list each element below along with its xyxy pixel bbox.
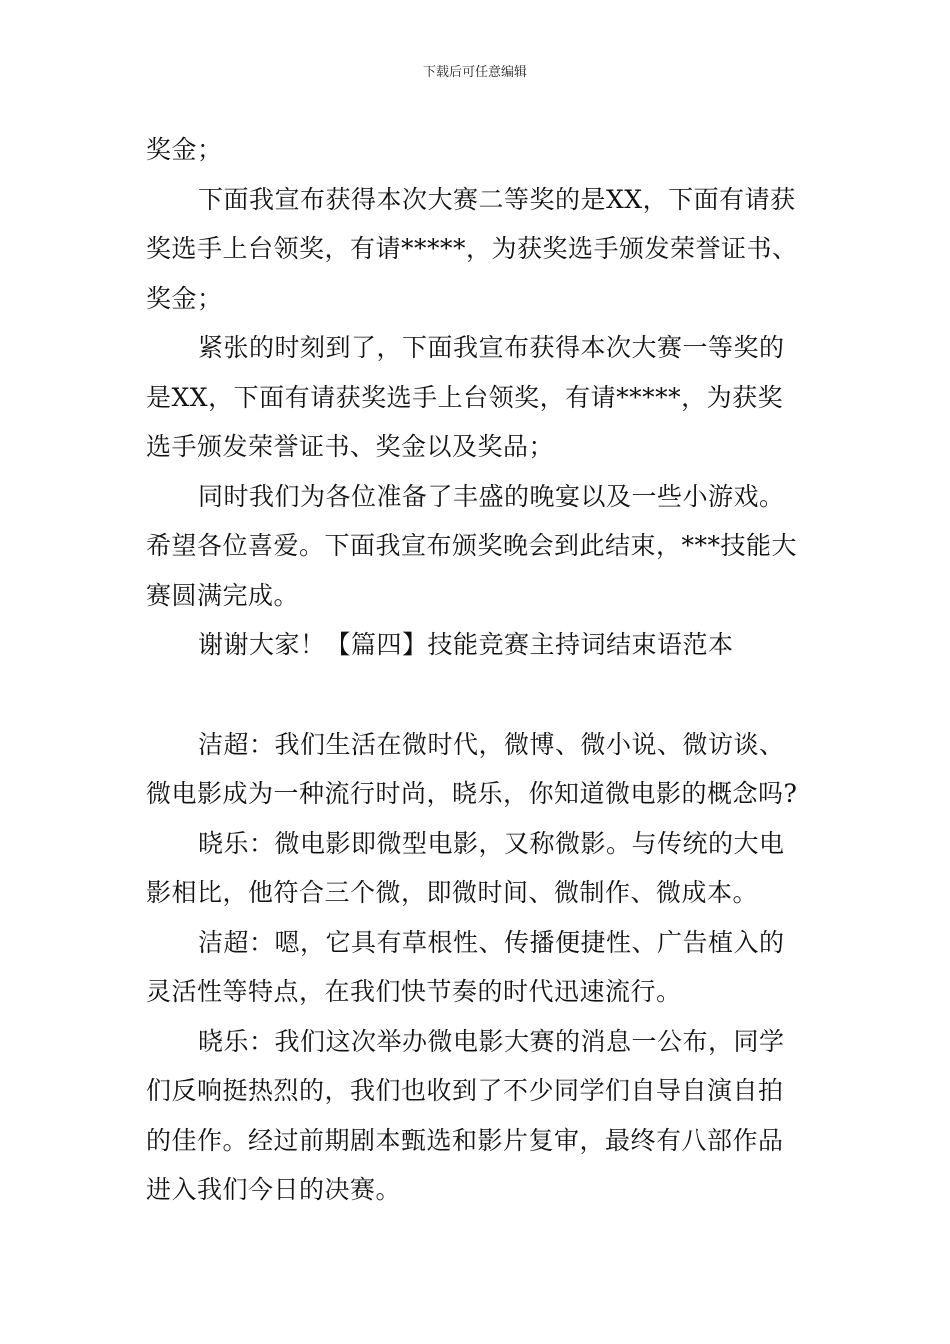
paragraph-1: 奖金； (146, 135, 223, 164)
section-heading-line: 谢谢大家！【篇四】技能竞赛主持词结束语范本 (198, 630, 734, 659)
paragraph-3: 紧张的时刻到了，下面我宣布获得本次大赛一等奖的是XX，下面有请获奖选手上台领奖，有请*****，为获奖选手颁发荣誉证书、奖金以及奖品； (146, 333, 785, 461)
document-body (146, 125, 808, 1215)
page-header: 下载后可任意编辑 (422, 65, 527, 80)
dialogue-paragraph-2: 晓乐：微电影即微型电影，又称微影。与传统的大电影相比，他符合三个微，即微时间、微制作、微成本。 (146, 828, 785, 907)
paragraph-4: 同时我们为各位准备了丰盛的晚宴以及一些小游戏。希望各位喜爱。下面我宣布颁奖晚会到此结束，***技能大赛圆满完成。 (146, 481, 798, 610)
dialogue-paragraph-4: 晓乐：我们这次举办微电影大赛的消息一公布，同学们反响挺热烈的，我们也收到了不少同学们自导自演自拍的佳作。经过前期剧本甄选和影片复审，最终有八部作品进入我们今日的决赛。 (146, 1026, 785, 1204)
paragraph-2: 下面我宣布获得本次大赛二等奖的是XX，下面有请获奖选手上台领奖，有请*****，为获奖选手颁发荣誉证书、奖金； (146, 184, 798, 313)
dialogue-paragraph-3: 洁超：嗯，它具有草根性、传播便捷性、广告植入的灵活性等特点，在我们快节奏的时代迅速流行。 (146, 927, 785, 1006)
dialogue-paragraph-1: 洁超：我们生活在微时代，微博、微小说、微访谈、微电影成为一种流行时尚，晓乐，你知道微电影的概念吗? (146, 729, 798, 808)
blank-line (146, 670, 808, 720)
